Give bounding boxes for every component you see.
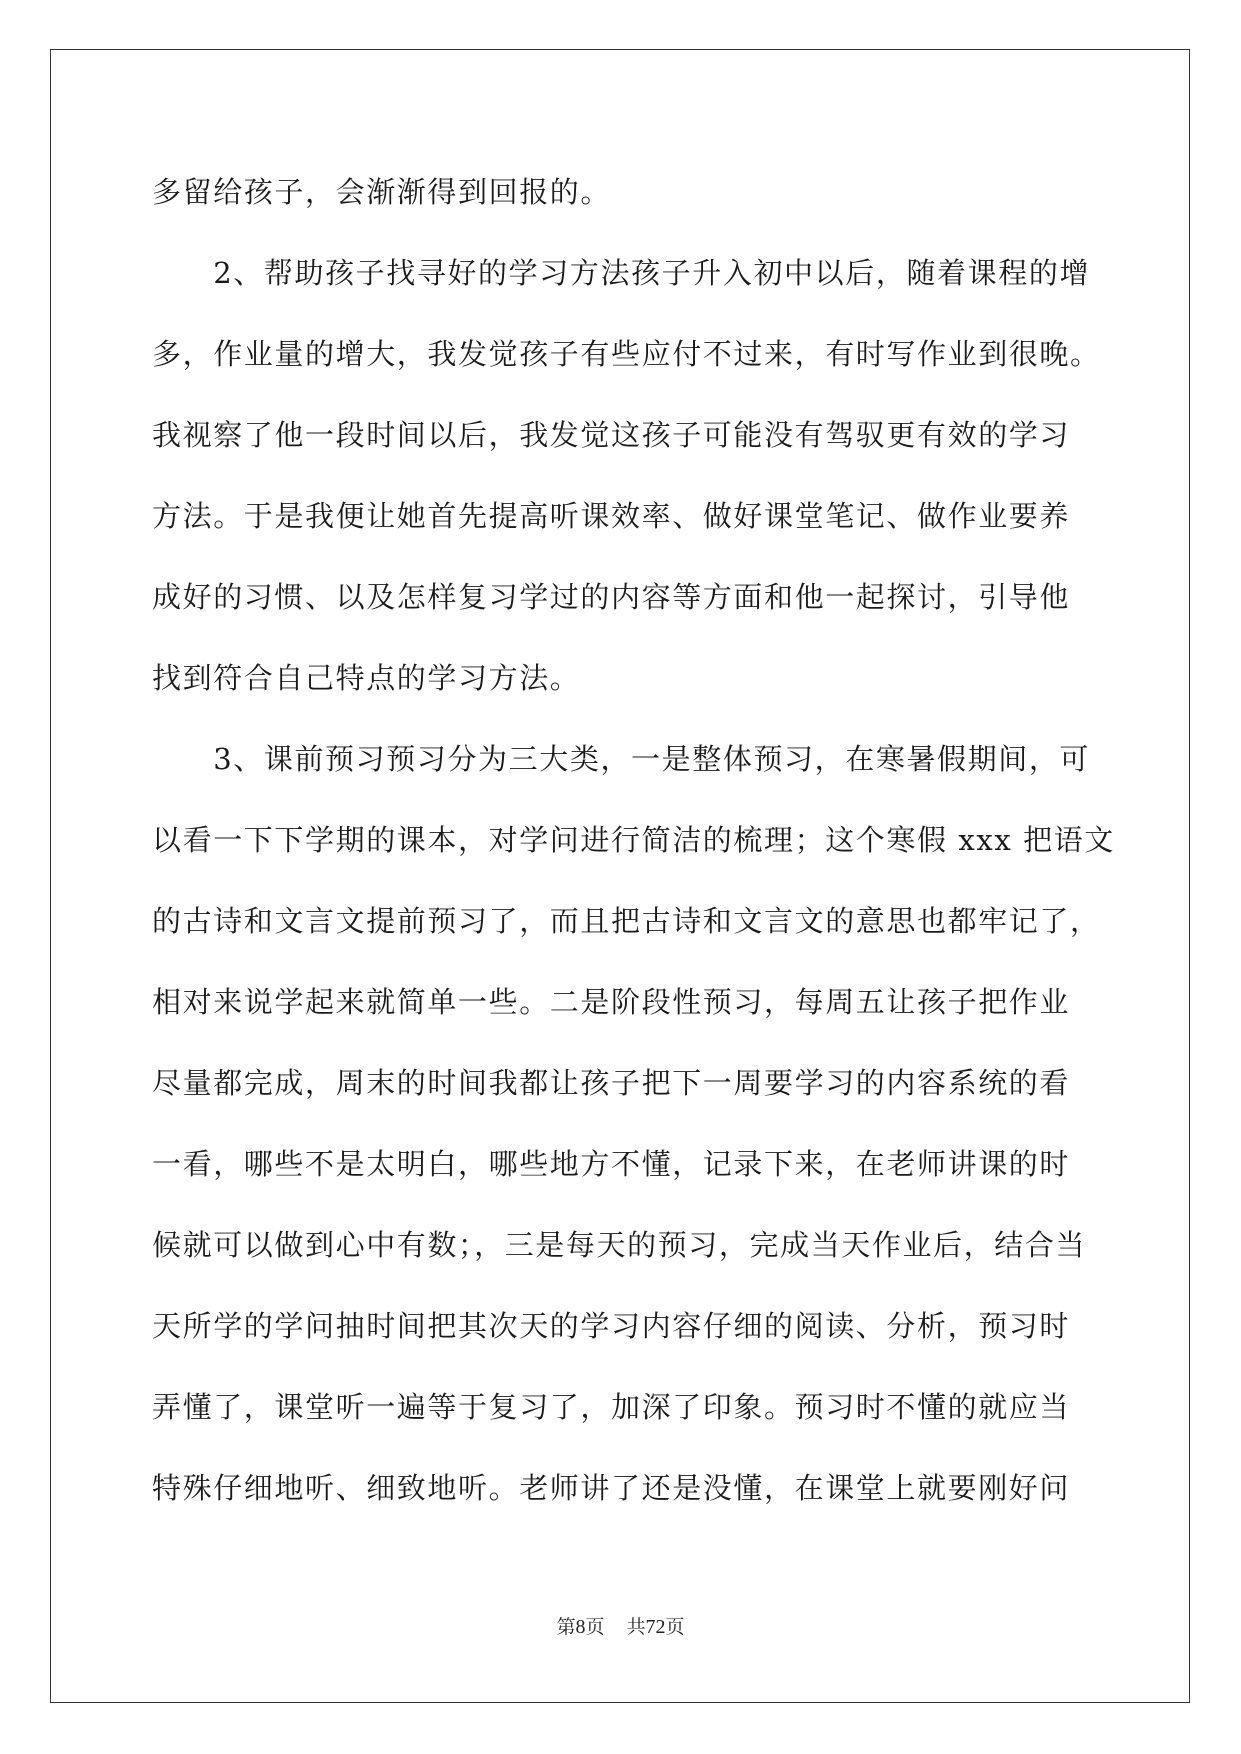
total-suffix: 页 <box>665 1616 685 1638</box>
text-line: 候就可以做到心中有数；，三是每天的预习，完成当天作业后，结合当 <box>152 1228 1087 1262</box>
text-line: 方法。于是我便让她首先提高听课效率、做好课堂笔记、做作业要养 <box>152 499 1071 533</box>
text-line: 我视察了他一段时间以后，我发觉这孩子可能没有驾驭更有效的学习 <box>152 418 1071 452</box>
text-line: 找到符合自己特点的学习方法。 <box>152 661 581 695</box>
page-footer <box>0 1615 1241 1639</box>
page-prefix: 第 <box>556 1616 576 1638</box>
text-line: 多留给孩子，会渐渐得到回报的。 <box>152 175 612 209</box>
text-line: 天所学的学问抽时间把其次天的学习内容仔细的阅读、分析，预习时 <box>152 1309 1071 1343</box>
text-line: 成好的习惯、以及怎样复习学过的内容等方面和他一起探讨，引导他 <box>152 580 1071 614</box>
text-line: 弄懂了，课堂听一遍等于复习了，加深了印象。预习时不懂的就应当 <box>152 1390 1071 1424</box>
text-line: 一看，哪些不是太明白，哪些地方不懂，记录下来，在老师讲课的时 <box>152 1147 1071 1181</box>
total-pages: 72 <box>645 1616 666 1638</box>
total-prefix: 共 <box>626 1616 646 1638</box>
text-line: 的古诗和文言文提前预习了，而且把古诗和文言文的意思也都牢记了， <box>152 904 1101 938</box>
page-border <box>50 49 1190 1703</box>
text-line: 特殊仔细地听、细致地听。老师讲了还是没懂，在课堂上就要刚好问 <box>152 1471 1071 1505</box>
text-line: 以看一下下学期的课本，对学问进行简洁的梳理；这个寒假 xxx 把语文 <box>152 823 1115 857</box>
text-line: 多，作业量的增大，我发觉孩子有些应付不过来，有时写作业到很晚。 <box>152 337 1101 371</box>
page-suffix: 页 <box>585 1616 605 1638</box>
text-line: 尽量都完成，周末的时间我都让孩子把下一周要学习的内容系统的看 <box>152 1066 1071 1100</box>
text-line: 3、课前预习预习分为三大类，一是整体预习，在寒暑假期间，可 <box>152 742 1091 776</box>
text-line: 相对来说学起来就简单一些。二是阶段性预习，每周五让孩子把作业 <box>152 985 1071 1019</box>
page-number: 8 <box>575 1616 586 1638</box>
text-line: 2、帮助孩子找寻好的学习方法孩子升入初中以后，随着课程的增 <box>152 256 1091 290</box>
